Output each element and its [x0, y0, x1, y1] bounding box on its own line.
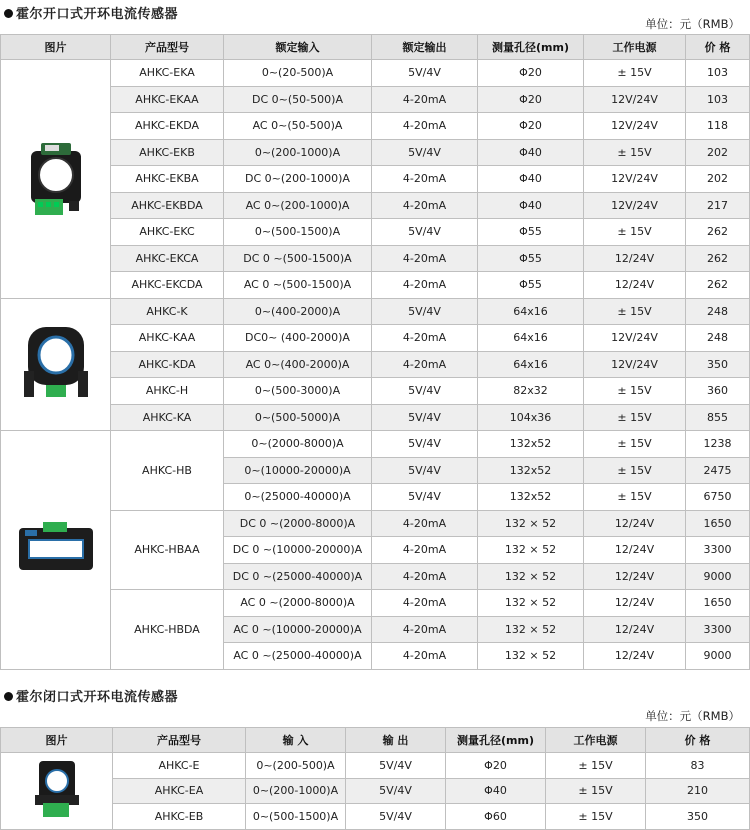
split-core-sensor-image [25, 129, 87, 225]
input-cell: DC 0~(200-1000)A [224, 166, 372, 193]
product-picture-cell [1, 60, 111, 299]
power-cell: 12V/24V [584, 192, 686, 219]
hole-cell: 132x52 [478, 457, 584, 484]
output-cell: 4-20mA [372, 351, 478, 378]
col-header-output: 输 出 [346, 728, 446, 753]
hole-cell: 132 × 52 [478, 510, 584, 537]
table-row [1, 753, 750, 779]
output-cell: 4-20mA [372, 643, 478, 670]
section-1-title: 霍尔开口式开环电流传感器 [4, 3, 178, 22]
power-cell: 12V/24V [584, 325, 686, 352]
hole-cell: 132x52 [478, 431, 584, 458]
col-header-power: 工作电源 [546, 728, 646, 753]
output-cell: 4-20mA [372, 590, 478, 617]
table-row [1, 272, 750, 299]
large-aperture-sensor-image [15, 518, 97, 578]
price-cell: 6750 [686, 484, 750, 511]
input-cell: 0~(200-1000)A [246, 778, 346, 804]
input-cell: DC 0 ~(500-1500)A [224, 245, 372, 272]
table-row [1, 245, 750, 272]
section-1-unit: 单位：元（RMB） [645, 17, 740, 31]
output-cell: 4-20mA [372, 616, 478, 643]
price-cell: 202 [686, 166, 750, 193]
output-cell: 5V/4V [372, 484, 478, 511]
hole-cell: Φ20 [478, 86, 584, 113]
model-cell: AHKC-KAA [111, 325, 224, 352]
hole-cell: Φ55 [478, 272, 584, 299]
output-cell: 5V/4V [372, 139, 478, 166]
table-row [1, 404, 750, 431]
price-cell: 2475 [686, 457, 750, 484]
hole-cell: 132 × 52 [478, 563, 584, 590]
power-cell: 12/24V [584, 510, 686, 537]
table-row [1, 86, 750, 113]
input-cell: 0~(25000-40000)A [224, 484, 372, 511]
price-cell: 248 [686, 325, 750, 352]
price-cell: 262 [686, 272, 750, 299]
price-cell: 855 [686, 404, 750, 431]
power-cell: 12V/24V [584, 86, 686, 113]
input-cell: DC 0~(50-500)A [224, 86, 372, 113]
model-cell: AHKC-EKCA [111, 245, 224, 272]
model-cell: AHKC-HBDA [111, 590, 224, 670]
output-cell: 5V/4V [372, 298, 478, 325]
input-cell: 0~(500-3000)A [224, 378, 372, 405]
table-row [1, 378, 750, 405]
power-cell: 12/24V [584, 563, 686, 590]
model-cell: AHKC-EKC [111, 219, 224, 246]
input-cell: AC 0~(400-2000)A [224, 351, 372, 378]
output-cell: 5V/4V [372, 378, 478, 405]
output-cell: 4-20mA [372, 510, 478, 537]
hole-cell: 64x16 [478, 325, 584, 352]
power-cell: ± 15V [546, 778, 646, 804]
model-cell: AHKC-HB [111, 431, 224, 511]
input-cell: AC 0 ~(2000-8000)A [224, 590, 372, 617]
hole-cell: 132 × 52 [478, 643, 584, 670]
output-cell: 4-20mA [372, 86, 478, 113]
col-header-model: 产品型号 [113, 728, 246, 753]
hole-cell: 132x52 [478, 484, 584, 511]
price-cell: 350 [646, 804, 750, 830]
split-core-rect-sensor-image [20, 319, 92, 407]
price-cell: 1238 [686, 431, 750, 458]
output-cell: 5V/4V [372, 60, 478, 87]
output-cell: 4-20mA [372, 272, 478, 299]
input-cell: 0~(500-5000)A [224, 404, 372, 431]
output-cell: 5V/4V [372, 431, 478, 458]
hole-cell: 104x36 [478, 404, 584, 431]
model-cell: AHKC-K [111, 298, 224, 325]
hole-cell: 132 × 52 [478, 616, 584, 643]
output-cell: 4-20mA [372, 192, 478, 219]
col-header-hole: 测量孔径(mm) [446, 728, 546, 753]
price-cell: 202 [686, 139, 750, 166]
col-header-price: 价 格 [686, 35, 750, 60]
input-cell: 0~(20-500)A [224, 60, 372, 87]
input-cell: 0~(400-2000)A [224, 298, 372, 325]
output-cell: 4-20mA [372, 537, 478, 564]
power-cell: ± 15V [584, 457, 686, 484]
price-cell: 350 [686, 351, 750, 378]
power-cell: ± 15V [584, 298, 686, 325]
price-cell: 103 [686, 60, 750, 87]
model-cell: AHKC-EKB [111, 139, 224, 166]
input-cell: AC 0~(200-1000)A [224, 192, 372, 219]
hole-cell: Φ40 [478, 139, 584, 166]
table-header-row [1, 728, 750, 753]
price-cell: 3300 [686, 537, 750, 564]
price-cell: 118 [686, 113, 750, 140]
table-row [1, 351, 750, 378]
power-cell: 12/24V [584, 245, 686, 272]
power-cell: ± 15V [584, 404, 686, 431]
input-cell: AC 0 ~(25000-40000)A [224, 643, 372, 670]
model-cell: AHKC-EKBA [111, 166, 224, 193]
power-cell: 12/24V [584, 616, 686, 643]
power-cell: 12/24V [584, 272, 686, 299]
price-cell: 360 [686, 378, 750, 405]
input-cell: AC 0 ~(10000-20000)A [224, 616, 372, 643]
power-cell: ± 15V [584, 378, 686, 405]
col-header-picture: 图片 [1, 35, 111, 60]
input-cell: AC 0 ~(500-1500)A [224, 272, 372, 299]
output-cell: 4-20mA [372, 113, 478, 140]
table-row [1, 298, 750, 325]
price-cell: 1650 [686, 590, 750, 617]
closed-core-sensor-image [31, 755, 83, 823]
input-cell: DC 0 ~(2000-8000)A [224, 510, 372, 537]
output-cell: 4-20mA [372, 166, 478, 193]
power-cell: ± 15V [584, 60, 686, 87]
col-header-input: 额定输入 [224, 35, 372, 60]
closed-loop-sensor-table [0, 727, 750, 830]
table-row [1, 510, 750, 537]
hole-cell: 64x16 [478, 351, 584, 378]
model-cell: AHKC-EA [113, 778, 246, 804]
table-row [1, 192, 750, 219]
output-cell: 4-20mA [372, 563, 478, 590]
table-row [1, 325, 750, 352]
section-2-title: 霍尔闭口式开环电流传感器 [4, 686, 178, 705]
table-row [1, 219, 750, 246]
model-cell: AHKC-E [113, 753, 246, 779]
output-cell: 4-20mA [372, 325, 478, 352]
power-cell: 12/24V [584, 537, 686, 564]
power-cell: ± 15V [546, 804, 646, 830]
hole-cell: Φ20 [478, 60, 584, 87]
input-cell: 0~(10000-20000)A [224, 457, 372, 484]
output-cell: 5V/4V [346, 753, 446, 779]
power-cell: 12/24V [584, 590, 686, 617]
model-cell: AHKC-H [111, 378, 224, 405]
power-cell: ± 15V [584, 219, 686, 246]
output-cell: 5V/4V [346, 804, 446, 830]
output-cell: 5V/4V [372, 457, 478, 484]
power-cell: 12V/24V [584, 113, 686, 140]
model-cell: AHKC-EKBDA [111, 192, 224, 219]
product-picture-cell [1, 753, 113, 830]
price-cell: 1650 [686, 510, 750, 537]
output-cell: 5V/4V [372, 219, 478, 246]
hole-cell: Φ40 [446, 778, 546, 804]
price-cell: 83 [646, 753, 750, 779]
hole-cell: 82x32 [478, 378, 584, 405]
price-cell: 262 [686, 245, 750, 272]
input-cell: DC 0 ~(10000-20000)A [224, 537, 372, 564]
power-cell: ± 15V [584, 484, 686, 511]
power-cell: 12V/24V [584, 166, 686, 193]
output-cell: 5V/4V [346, 778, 446, 804]
price-cell: 262 [686, 219, 750, 246]
hole-cell: 64x16 [478, 298, 584, 325]
model-cell: AHKC-EKDA [111, 113, 224, 140]
table-row [1, 166, 750, 193]
hole-cell: 132 × 52 [478, 537, 584, 564]
hole-cell: 132 × 52 [478, 590, 584, 617]
hole-cell: Φ55 [478, 245, 584, 272]
price-cell: 9000 [686, 563, 750, 590]
col-header-output: 额定输出 [372, 35, 478, 60]
power-cell: ± 15V [584, 431, 686, 458]
price-cell: 210 [646, 778, 750, 804]
col-header-price: 价 格 [646, 728, 750, 753]
table-row [1, 804, 750, 830]
product-picture-cell [1, 431, 111, 670]
price-cell: 9000 [686, 643, 750, 670]
col-header-picture: 图片 [1, 728, 113, 753]
input-cell: AC 0~(50-500)A [224, 113, 372, 140]
model-cell: AHKC-EKAA [111, 86, 224, 113]
input-cell: 0~(500-1500)A [246, 804, 346, 830]
input-cell: DC 0 ~(25000-40000)A [224, 563, 372, 590]
col-header-input: 输 入 [246, 728, 346, 753]
table-row [1, 778, 750, 804]
hole-cell: Φ40 [478, 166, 584, 193]
model-cell: AHKC-HBAA [111, 510, 224, 590]
table-header-row [1, 35, 750, 60]
hole-cell: Φ55 [478, 219, 584, 246]
output-cell: 5V/4V [372, 404, 478, 431]
price-cell: 217 [686, 192, 750, 219]
table-row [1, 590, 750, 617]
hole-cell: Φ60 [446, 804, 546, 830]
open-loop-sensor-table [0, 34, 750, 670]
input-cell: 0~(200-500)A [246, 753, 346, 779]
col-header-model: 产品型号 [111, 35, 224, 60]
model-cell: AHKC-EKA [111, 60, 224, 87]
bullet-dot-icon [4, 692, 13, 701]
model-cell: AHKC-EB [113, 804, 246, 830]
model-cell: AHKC-EKCDA [111, 272, 224, 299]
model-cell: AHKC-KA [111, 404, 224, 431]
model-cell: AHKC-KDA [111, 351, 224, 378]
power-cell: ± 15V [584, 139, 686, 166]
hole-cell: Φ20 [446, 753, 546, 779]
power-cell: ± 15V [546, 753, 646, 779]
input-cell: DC0~ (400-2000)A [224, 325, 372, 352]
hole-cell: Φ20 [478, 113, 584, 140]
power-cell: 12/24V [584, 643, 686, 670]
col-header-power: 工作电源 [584, 35, 686, 60]
input-cell: 0~(500-1500)A [224, 219, 372, 246]
bullet-dot-icon [4, 9, 13, 18]
col-header-hole: 测量孔径(mm) [478, 35, 584, 60]
price-cell: 248 [686, 298, 750, 325]
output-cell: 4-20mA [372, 245, 478, 272]
section-2-unit: 单位：元（RMB） [645, 709, 740, 723]
table-row [1, 139, 750, 166]
price-cell: 3300 [686, 616, 750, 643]
table-row [1, 113, 750, 140]
table-row [1, 431, 750, 458]
input-cell: 0~(2000-8000)A [224, 431, 372, 458]
hole-cell: Φ40 [478, 192, 584, 219]
product-picture-cell [1, 298, 111, 431]
table-row [1, 60, 750, 87]
power-cell: 12V/24V [584, 351, 686, 378]
input-cell: 0~(200-1000)A [224, 139, 372, 166]
price-cell: 103 [686, 86, 750, 113]
